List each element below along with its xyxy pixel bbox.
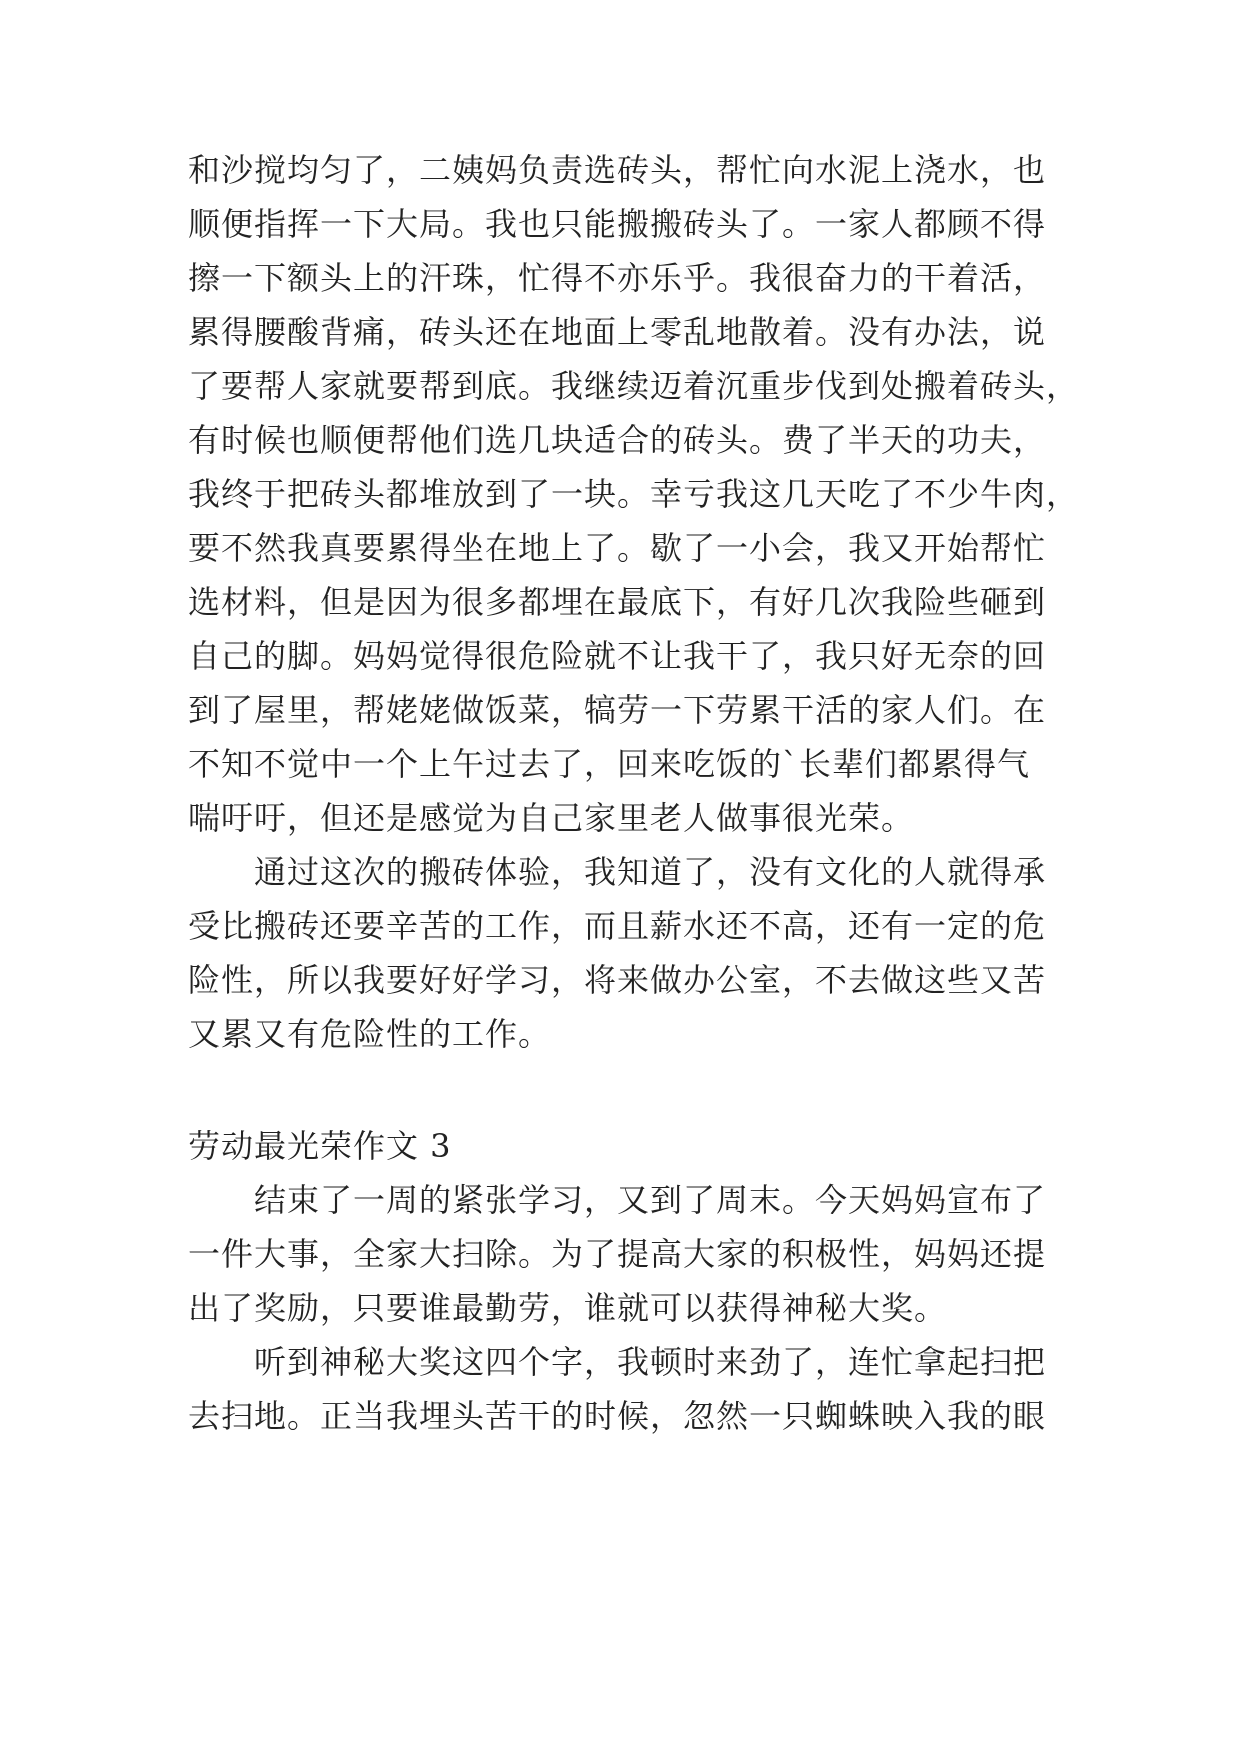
body-line-21: 听到神秘大奖这四个字，我顿时来劲了，连忙拿起扫把 [188,1343,1047,1381]
body-line-20: 出了奖励，只要谁最勤劳，谁就可以获得神秘大奖。 [188,1289,948,1327]
body-line-15: 受比搬砖还要辛苦的工作，而且薪水还不高，还有一定的危 [188,907,1047,945]
body-line-1: 和沙搅均匀了，二姨妈负责选砖头，帮忙向水泥上浇水，也 [188,151,1047,189]
body-line-4: 累得腰酸背痛，砖头还在地面上零乱地散着。没有办法，说 [188,313,1047,351]
body-line-2: 顺便指挥一下大局。我也只能搬搬砖头了。一家人都顾不得 [188,205,1047,243]
body-line-7: 我终于把砖头都堆放到了一块。幸亏我这几天吃了不少牛肉， [188,475,1080,513]
section-heading: 劳动最光荣作文 3 [188,1127,452,1165]
body-line-11: 到了屋里，帮姥姥做饭菜，犒劳一下劳累干活的家人们。在 [188,691,1047,729]
body-line-3: 擦一下额头上的汗珠，忙得不亦乐乎。我很奋力的干着活， [188,259,1047,297]
body-line-13: 喘吁吁，但还是感觉为自己家里老人做事很光荣。 [188,799,915,837]
body-line-6: 有时候也顺便帮他们选几块适合的砖头。费了半天的功夫， [188,421,1047,459]
body-line-8: 要不然我真要累得坐在地上了。歇了一小会，我又开始帮忙 [188,529,1047,567]
body-line-17: 又累又有危险性的工作。 [188,1015,552,1053]
body-line-10: 自己的脚。妈妈觉得很危险就不让我干了，我只好无奈的回 [188,637,1047,675]
body-line-18: 结束了一周的紧张学习，又到了周末。今天妈妈宣布了 [188,1181,1047,1219]
body-line-12: 不知不觉中一个上午过去了，回来吃饭的`长辈们都累得气 [188,745,1031,783]
body-line-16: 险性，所以我要好好学习，将来做办公室，不去做这些又苦 [188,961,1047,999]
body-line-5: 了要帮人家就要帮到底。我继续迈着沉重步伐到处搬着砖头， [188,367,1080,405]
body-line-22: 去扫地。正当我埋头苦干的时候，忽然一只蜘蛛映入我的眼 [188,1397,1047,1435]
body-line-14: 通过这次的搬砖体验，我知道了，没有文化的人就得承 [188,853,1047,891]
body-line-19: 一件大事，全家大扫除。为了提高大家的积极性，妈妈还提 [188,1235,1047,1273]
body-line-9: 选材料，但是因为很多都埋在最底下，有好几次我险些砸到 [188,583,1047,621]
